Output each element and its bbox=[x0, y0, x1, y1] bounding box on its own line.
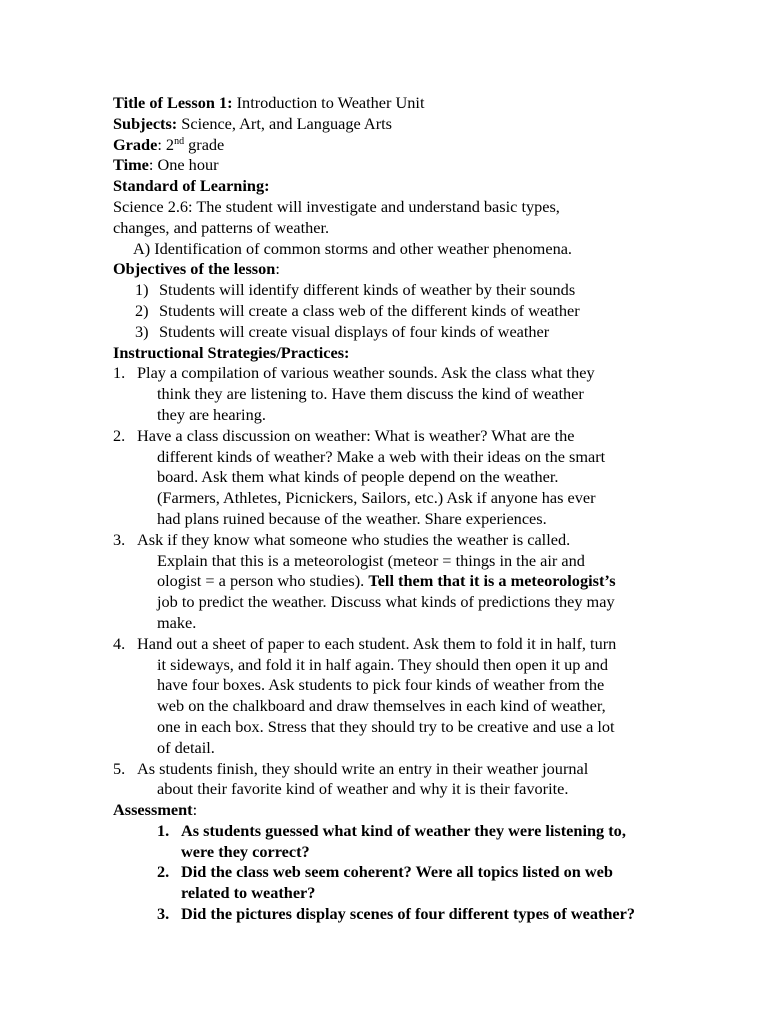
strategy-line: Explain that this is a meteorologist (meteor = things in the air and bbox=[157, 550, 585, 570]
strategy-line: Hand out a sheet of paper to each student. Ask them to fold it in half, turn bbox=[137, 633, 617, 653]
strategy-line: As students finish, they should write an entry in their weather journal bbox=[137, 758, 589, 778]
strategy-line: Ask if they know what someone who studies the weather is called. bbox=[137, 529, 571, 549]
objectives-colon: : bbox=[275, 259, 280, 279]
assessment-heading-line bbox=[113, 800, 658, 821]
lesson-plan-document bbox=[113, 93, 658, 925]
assessment-line: Did the class web seem coherent? Were all topics listed on web bbox=[181, 862, 613, 882]
strategy-number: 1. bbox=[113, 363, 126, 383]
objective-item bbox=[113, 322, 658, 343]
strategy-line: think they are listening to. Have them discuss the kind of weather bbox=[157, 384, 584, 404]
assessment-colon: : bbox=[192, 800, 198, 820]
grade-ordinal-suffix: nd bbox=[174, 135, 185, 147]
strategy-line: (Farmers, Athletes, Picnickers, Sailors, etc.) Ask if anyone has ever bbox=[157, 488, 596, 508]
strategy-line: they are hearing. bbox=[157, 404, 266, 424]
assessment-number: 3. bbox=[157, 904, 170, 924]
strategy-item-5 bbox=[113, 759, 658, 801]
standard-line-2: changes, and patterns of weather. bbox=[113, 217, 330, 237]
lesson-title-value: Introduction to Weather Unit bbox=[232, 93, 425, 112]
strategy-item-4 bbox=[113, 634, 658, 759]
grade-line bbox=[113, 135, 658, 156]
strategy-number: 2. bbox=[113, 425, 126, 445]
strategies-list bbox=[113, 363, 658, 800]
subjects-line bbox=[113, 114, 658, 135]
assessment-item-3 bbox=[113, 904, 658, 925]
strategy-line bbox=[157, 571, 658, 592]
time-label: Time bbox=[113, 155, 149, 175]
strategy-number: 3. bbox=[113, 529, 126, 549]
strategy-line: board. Ask them what kinds of people depend on the weather. bbox=[157, 467, 559, 487]
time-value: : One hour bbox=[148, 155, 219, 175]
strategy-line: different kinds of weather? Make a web with their ideas on the smart bbox=[157, 446, 606, 466]
grade-label: Grade bbox=[113, 134, 158, 154]
strategy-line: one in each box. Stress that they should try to be creative and use a lot bbox=[157, 716, 615, 736]
strategy-number: 5. bbox=[113, 758, 126, 778]
strategy-line-bold-text: Tell them that it is a meteorologist’s bbox=[368, 571, 616, 591]
objective-number: 1) bbox=[135, 280, 149, 300]
assessment-item-2 bbox=[113, 862, 658, 904]
objective-text: Students will identify different kinds of weather by their sounds bbox=[159, 280, 576, 300]
strategy-line: make. bbox=[157, 612, 197, 632]
standard-sub-a: A) Identification of common storms and other weather phenomena. bbox=[133, 238, 573, 258]
time-line bbox=[113, 155, 658, 176]
objective-item bbox=[113, 280, 658, 301]
strategy-line: it sideways, and fold it in half again. They should then open it up and bbox=[157, 654, 608, 674]
objectives-heading: Objectives of the lesson bbox=[113, 259, 276, 279]
assessment-line: As students guessed what kind of weather they were listening to, bbox=[181, 820, 626, 840]
lesson-title-line bbox=[113, 93, 658, 114]
standard-line-1: Science 2.6: The student will investigate and understand basic types, bbox=[113, 196, 560, 216]
assessment-line: related to weather? bbox=[181, 883, 316, 903]
lesson-title-label: Title of Lesson 1: bbox=[113, 93, 233, 112]
objectives-heading-line bbox=[113, 259, 658, 280]
assessment-item-1 bbox=[113, 821, 658, 863]
strategies-heading: Instructional Strategies/Practices: bbox=[113, 342, 350, 362]
strategy-line: Play a compilation of various weather sounds. Ask the class what they bbox=[137, 363, 595, 383]
objective-item bbox=[113, 301, 658, 322]
subjects-label: Subjects: bbox=[113, 113, 178, 133]
assessment-line: Did the pictures display scenes of four different types of weather? bbox=[181, 904, 636, 924]
objective-text: Students will create a class web of the different kinds of weather bbox=[159, 300, 580, 320]
assessment-number: 1. bbox=[157, 820, 170, 840]
objective-text: Students will create visual displays of four kinds of weather bbox=[159, 321, 550, 341]
strategy-number: 4. bbox=[113, 633, 126, 653]
objective-number: 3) bbox=[135, 321, 149, 341]
strategy-line-text: ologist = a person who studies). bbox=[157, 571, 369, 591]
subjects-value: Science, Art, and Language Arts bbox=[177, 113, 392, 133]
grade-value: : 2 bbox=[157, 134, 175, 154]
assessment-number: 2. bbox=[157, 862, 170, 882]
strategy-line: Have a class discussion on weather: What is weather? What are the bbox=[137, 425, 575, 445]
grade-value-suffix: grade bbox=[184, 134, 225, 154]
strategy-item-1 bbox=[113, 363, 658, 425]
strategy-line: about their favorite kind of weather and why it is their favorite. bbox=[157, 779, 569, 799]
strategy-line: job to predict the weather. Discuss what kinds of predictions they may bbox=[157, 592, 615, 612]
strategy-line: have four boxes. Ask students to pick four kinds of weather from the bbox=[157, 675, 605, 695]
standard-heading: Standard of Learning: bbox=[113, 176, 270, 196]
strategy-item-3 bbox=[113, 530, 658, 634]
strategy-line: had plans ruined because of the weather. Share experiences. bbox=[157, 508, 547, 528]
strategy-line: web on the chalkboard and draw themselves in each kind of weather, bbox=[157, 696, 606, 716]
strategy-item-2 bbox=[113, 426, 658, 530]
objective-number: 2) bbox=[135, 300, 149, 320]
assessment-list bbox=[113, 821, 658, 925]
assessment-line: were they correct? bbox=[181, 841, 310, 861]
objectives-list bbox=[113, 280, 658, 342]
assessment-heading: Assessment bbox=[113, 800, 193, 820]
strategy-line: of detail. bbox=[157, 737, 215, 757]
